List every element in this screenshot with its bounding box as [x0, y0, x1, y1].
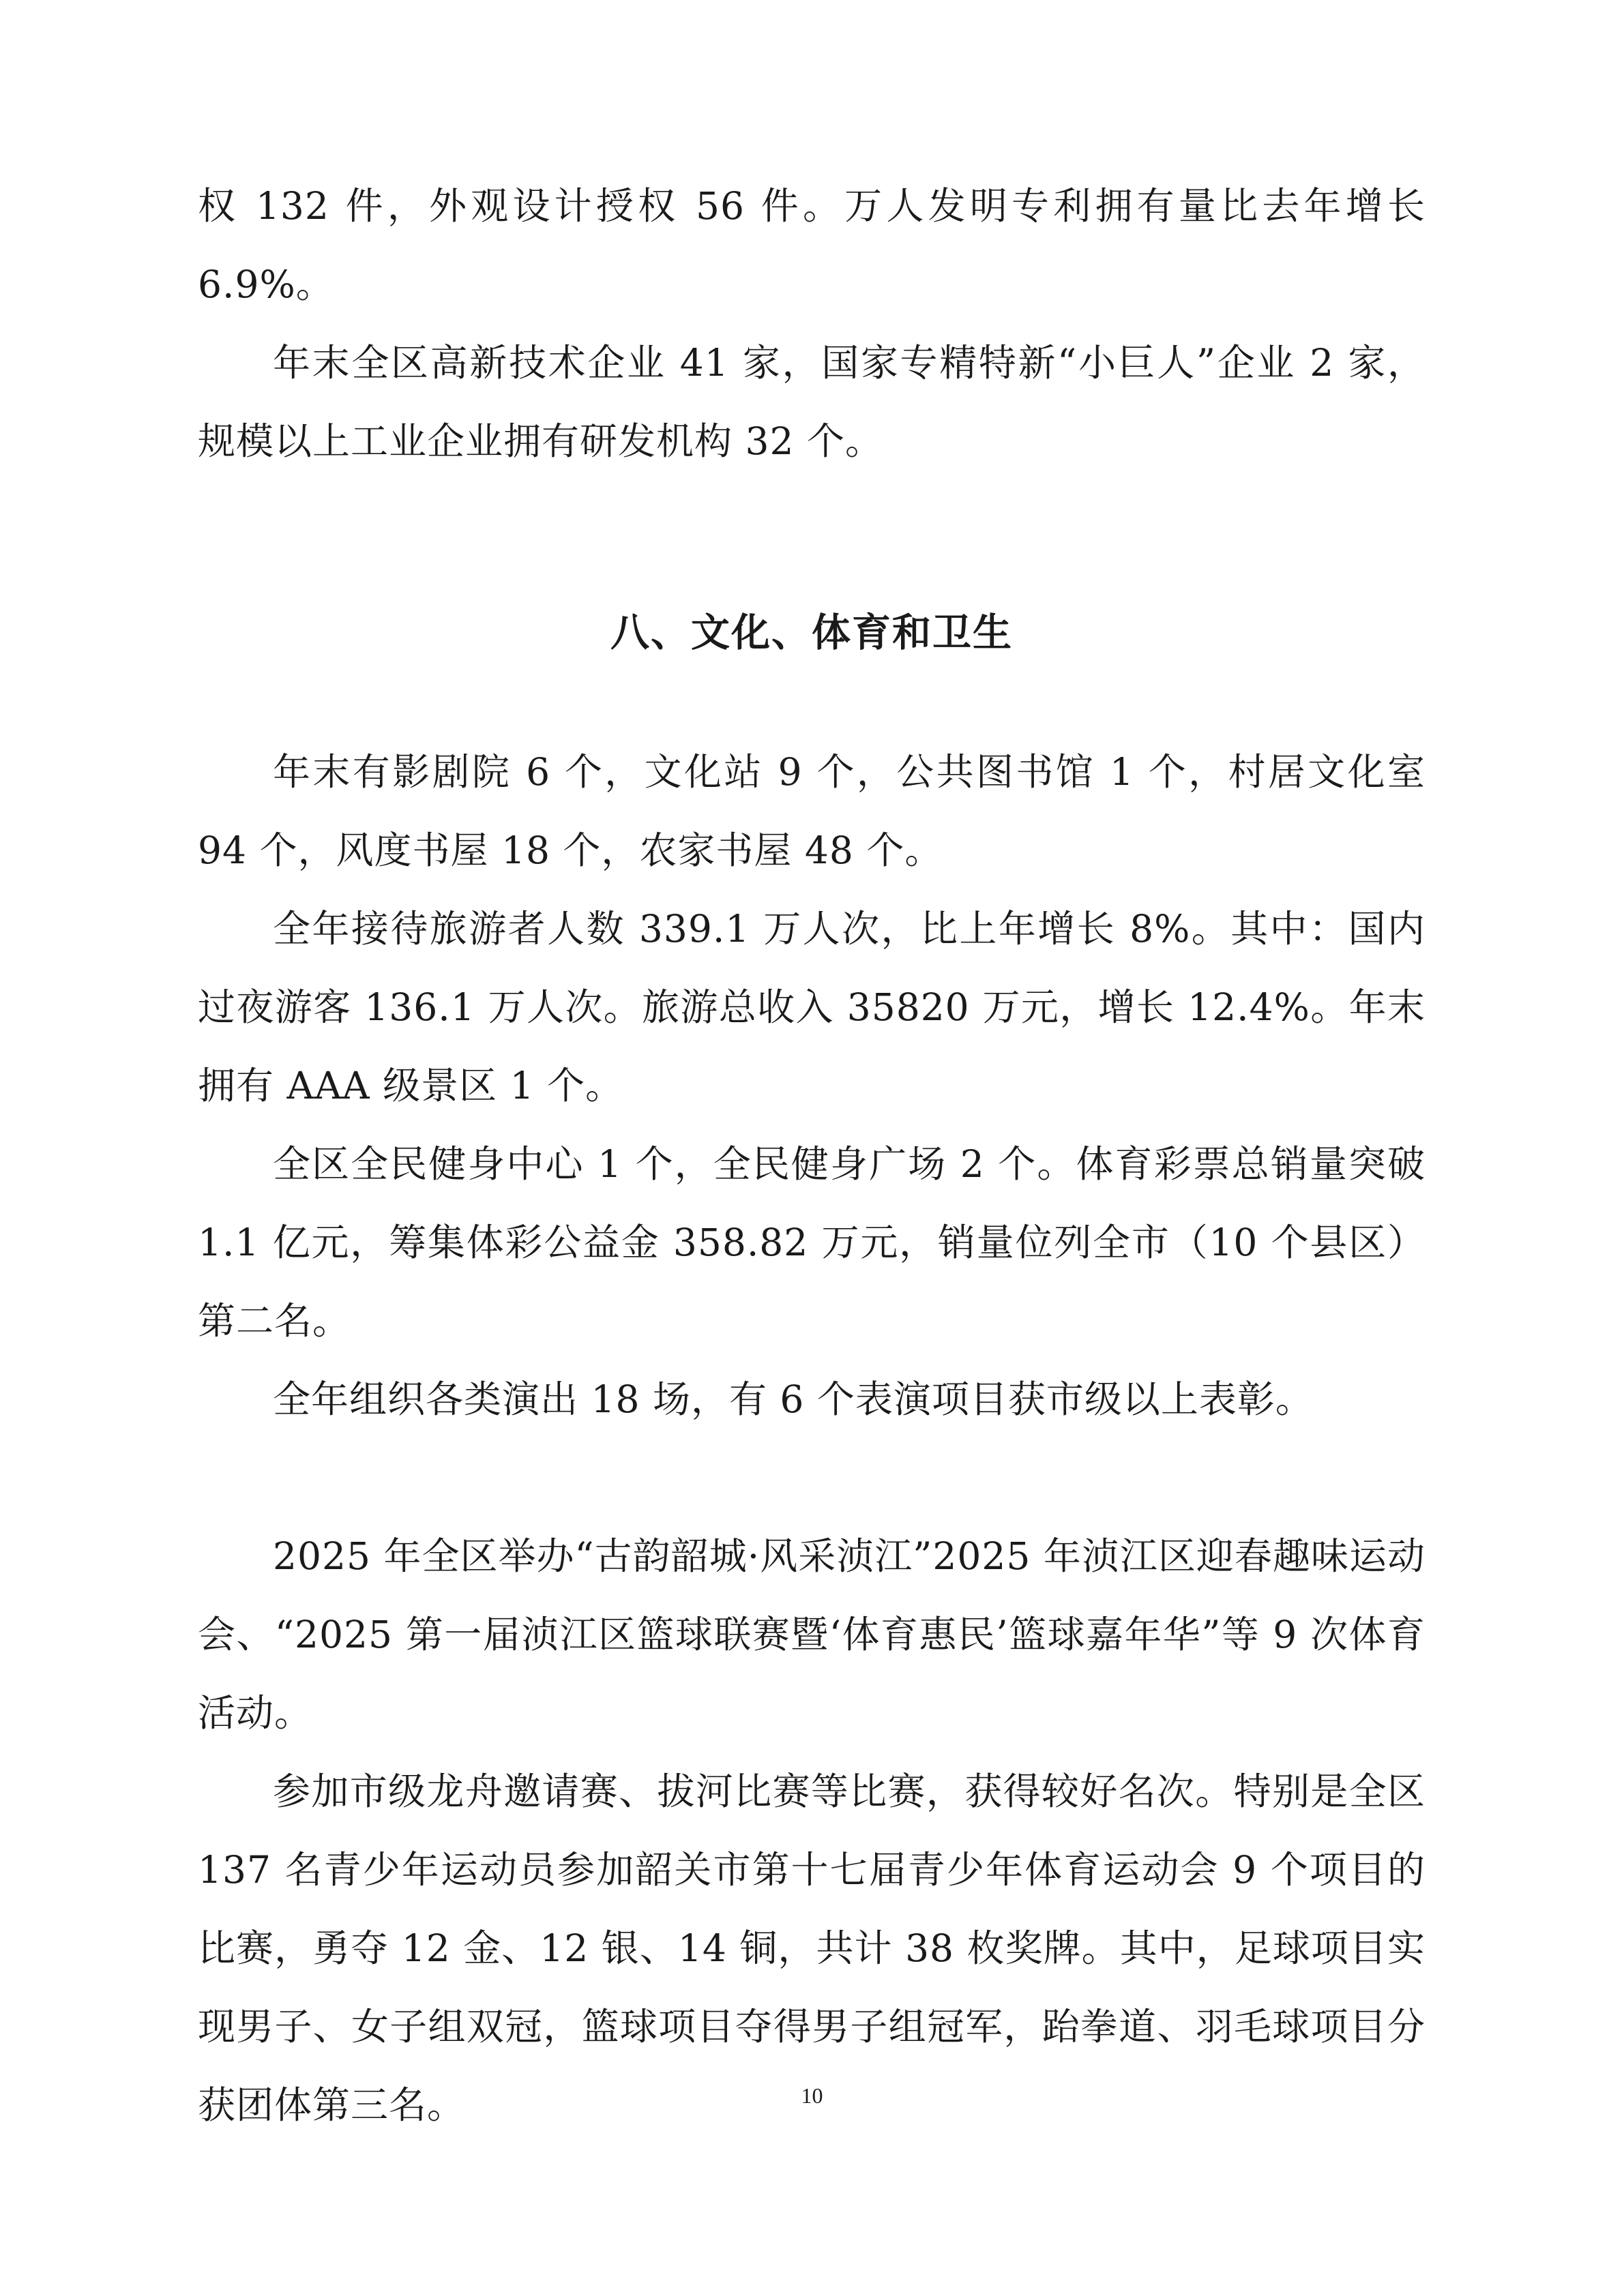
paragraph-sports-events: 2025 年全区举办“古韵韶城·风采浈江”2025 年浈江区迎春趣味运动会、“2025 第一届浈江区篮球联赛暨‘体育惠民’篮球嘉年华”等 9 次体育活动。 — [198, 1534, 1426, 1735]
section-heading: 八、文化、体育和卫生 — [610, 610, 1013, 655]
page-number: 10 — [801, 2083, 823, 2108]
paragraph-performances: 全年组织各类演出 18 场，有 6 个表演项目获市级以上表彰。 — [273, 1377, 1314, 1421]
paragraph-cultural-facilities: 年末有影剧院 6 个，文化站 9 个，公共图书馆 1 个，村居文化室 94 个，风度书屋 18 个，农家书屋 48 个。 — [198, 750, 1426, 872]
paragraph-high-tech-enterprises: 年末全区高新技术企业 41 家，国家专精特新“小巨人”企业 2 家，规模以上工业企业拥有研发机构 32 个。 — [198, 341, 1426, 463]
paragraph-fitness-lottery: 全区全民健身中心 1 个，全民健身广场 2 个。体育彩票总销量突破 1.1 亿元，筹集体彩公益金 358.82 万元，销量位列全市（10 个县区）第二名。 — [198, 1142, 1426, 1343]
paragraph-tourism: 全年接待旅游者人数 339.1 万人次，比上年增长 8%。其中：国内过夜游客 136.1 万人次。旅游总收入 35820 万元，增长 12.4%。年末拥有 AAA 级景区 1 个。 — [198, 907, 1426, 1107]
paragraph-competition-results: 参加市级龙舟邀请赛、拔河比赛等比赛，获得较好名次。特别是全区 137 名青少年运动员参加韶关市第十七届青少年体育运动会 9 个项目的比赛，勇夺 12 金、12 银、14 铜，共计 38 枚奖牌。其中，足球项目实现男子、女子组双冠，篮球项目夺得男子组冠军，跆拳道、羽毛球项目分获团体第三名。 — [198, 1770, 1426, 2127]
paragraph-patents: 权 132 件，外观设计授权 56 件。万人发明专利拥有量比去年增长 6.9%。 — [198, 184, 1426, 306]
